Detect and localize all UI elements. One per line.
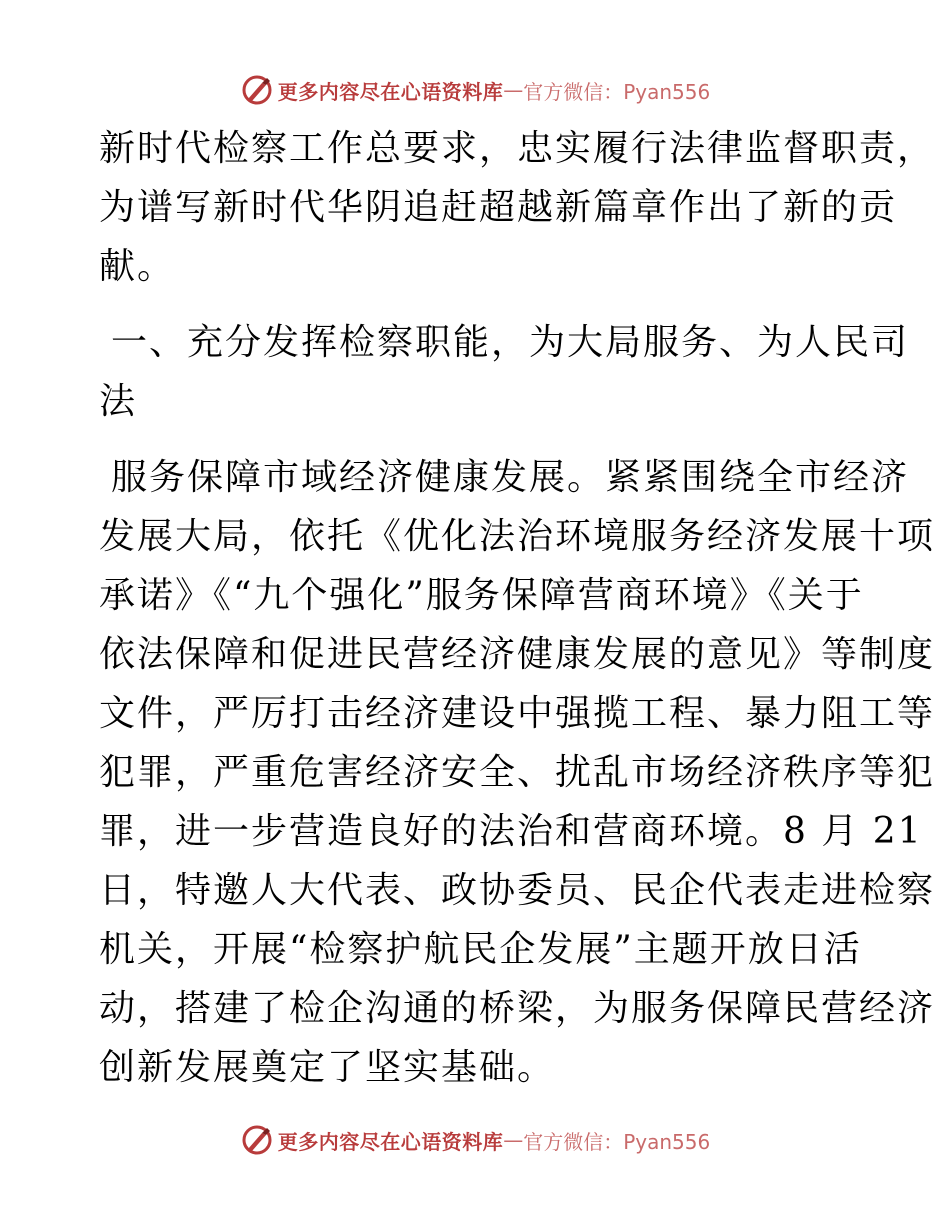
text-line: 献。 (99, 246, 176, 287)
text-line: 日，特邀人大代表、政协委员、民企代表走进检察 (99, 870, 936, 911)
text-line: 为谱写新时代华阴追赶超越新篇章作出了新的贡 (99, 187, 898, 228)
banner-wechat: 官方微信：Pyan556 (523, 79, 711, 104)
text-line: 发展大局，依托《优化法治环境服务经济发展十项 (99, 516, 936, 557)
banner-dash: — (503, 1128, 524, 1152)
heading-line: 一、充分发挥检察职能，为大局服务、为人民司 (111, 322, 910, 363)
text-line: 依法保障和促进民营经济健康发展的意见》等制度 (99, 634, 936, 675)
paragraph-economy (99, 448, 936, 1097)
header-banner (0, 70, 950, 110)
document-body (99, 119, 936, 1097)
pen-circle-logo-icon (240, 1123, 274, 1157)
pen-circle-logo-icon (240, 73, 274, 107)
text-line: 犯罪，严重危害经济安全、扰乱市场经济秩序等犯 (99, 752, 936, 793)
heading-line: 法 (99, 381, 138, 422)
text-line: 创新发展奠定了坚实基础。 (99, 1047, 556, 1088)
text-line: 罪，进一步营造良好的法治和营商环境。8 月 21 (99, 811, 923, 852)
text-line: 文件，严厉打击经济建设中强揽工程、暴力阻工等 (99, 693, 936, 734)
text-line: 机关，开展“检察护航民企发展”主题开放日活 (99, 929, 862, 970)
banner-slogan: 更多内容尽在心语资料库 (277, 79, 504, 104)
text-line: 承诺》《“九个强化”服务保障营商环境》《关于 (99, 575, 864, 616)
text-line: 新时代检察工作总要求，忠实履行法律监督职责， (99, 128, 936, 169)
banner-slogan: 更多内容尽在心语资料库 (277, 1129, 504, 1154)
banner-wechat: 官方微信：Pyan556 (523, 1129, 711, 1154)
text-line: 动，搭建了检企沟通的桥梁，为服务保障民营经济 (99, 988, 936, 1029)
section-heading (99, 313, 910, 431)
footer-banner (0, 1120, 950, 1160)
paragraph-intro (99, 119, 936, 296)
banner-dash: — (503, 78, 524, 102)
text-line: 服务保障市域经济健康发展。紧紧围绕全市经济 (111, 457, 910, 498)
